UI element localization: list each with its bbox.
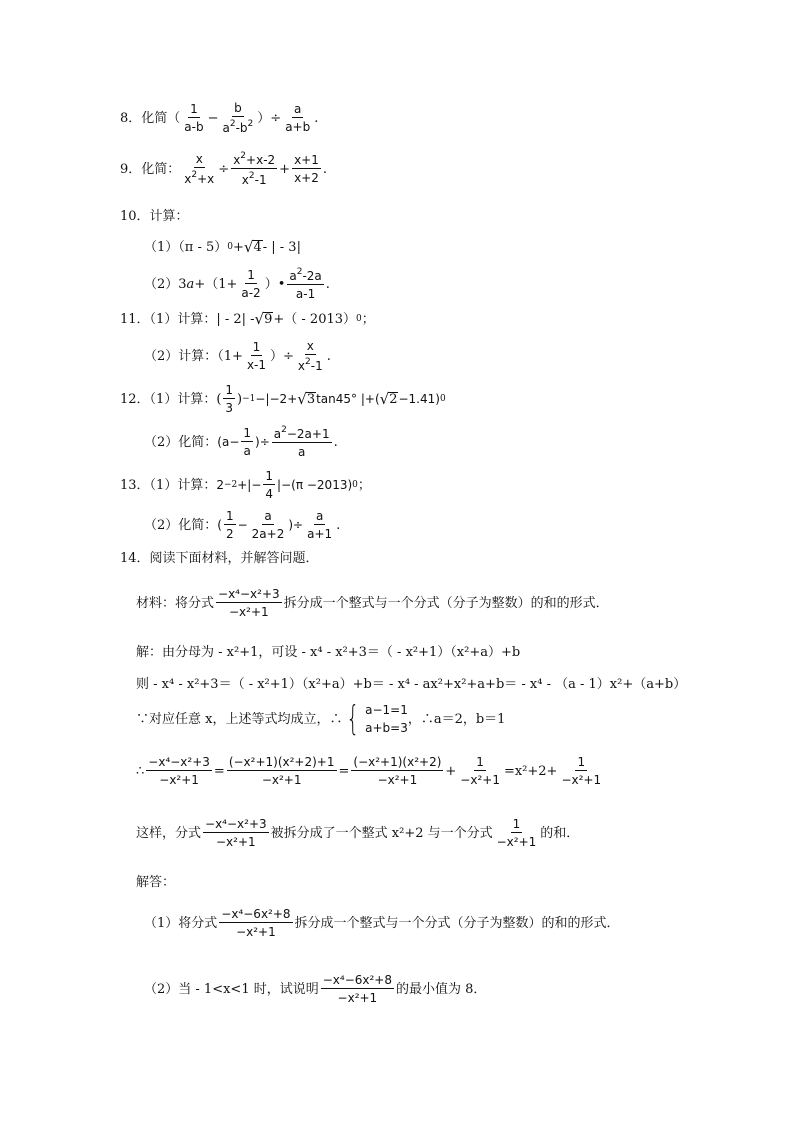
problem-10-part2: （2）3 a +（1+ $\frac{1}{a-2}$ ）• $a^2-2a$ a-1 . <box>144 267 330 301</box>
fraction: $a^2-2a$ a-1 <box>289 267 322 301</box>
problem-14-label: 14．阅读下面材料，并解答问题． <box>120 551 319 566</box>
problem-13-part2: （2）化简： ( 1 2 − $\frac{a}{2a+2}$ )÷ $\frac{a}{a+1}$ . <box>144 509 341 541</box>
question-2: （2）当 - 1<x<1 时，试说明 −x⁴−6x²+8 −x²+1 的最小值为 8． <box>144 973 487 1005</box>
question-1: （1）将分式 −x⁴−6x²+8 −x²+1 拆分成一个整式与一个分式（分子为整数）的和的形式． <box>144 907 620 939</box>
fraction: −x⁴−6x²+8 −x²+1 <box>221 907 291 939</box>
fraction: 1 3 <box>225 383 234 415</box>
fraction: $\frac{a}{a+b}$ <box>285 102 311 134</box>
fraction: $\frac{x}{x^2+x}$ <box>184 152 215 186</box>
solution-line-5: 这样，分式 −x⁴−x²+3 −x²+1 被拆分成了一个整式 x²+2 与一个分式 1 −x²+1 的和． <box>136 817 580 849</box>
fraction: 1 −x²+1 <box>496 817 537 849</box>
problem-10-label: 10．计算： <box>120 209 189 224</box>
material-line: 材料：将分式 −x⁴−x²+3 −x²+1 拆分成一个整式与一个分式（分子为整数）的和的形式． <box>136 587 609 619</box>
sqrt: √ 2 <box>379 389 398 408</box>
fraction: $\frac{x}{x^2-1}$ <box>297 339 323 373</box>
fraction: −x⁴−6x²+8 −x²+1 <box>322 973 392 1005</box>
fraction: $\frac{\text{(−x²+1)(x²+2)+1}}{\text{−x²+1}}$ <box>228 755 335 787</box>
fraction: $\frac{1}{\text{−x²+1}}$ <box>460 755 500 787</box>
solution-line-3: ∵对应任意 x，上述等式均成立，∴ { a−1=1 a+b=3 ，∴a＝2，b＝1 <box>136 699 506 739</box>
fraction: $\frac{1}{a-2}$ <box>241 268 261 300</box>
fraction: $\frac{a^2-2a+1}{a}$ <box>273 425 330 459</box>
problem-13-part1: 13．（1）计算： 2 −2 +|− $\frac{1}{4}$ |−(π −2013) 0 ； <box>120 469 371 501</box>
solution-line-1: 解：由分母为 - x²+1，可设 - x⁴ - x²+3＝（ - x²+1）（x²+a）+b <box>136 645 521 660</box>
fraction: $\frac{1}{x-1}$ <box>246 340 267 372</box>
sqrt: √ 4 <box>243 238 262 256</box>
problem-12-part2: （2）化简： (a− $\frac{1}{a}$ )÷ $\frac{a^2-2a+1}{a}$ . <box>144 425 338 459</box>
fraction: $\frac{1}{\text{−x²+1}}$ <box>561 755 602 787</box>
problem-12-part1: 12．（1）计算： ( 1 3 ) −1 −|−2+ √ 3 tan45° |+( √ 2 −1.41) 0 <box>120 383 446 415</box>
problem-9-label: 9．化简： <box>120 161 181 177</box>
sqrt: √ 3 <box>297 389 316 408</box>
fraction: 1 a-b <box>184 102 204 134</box>
problem-10-part1: （1）（π - 5） 0 + √ 4 - | - 3| <box>144 238 301 256</box>
problem-11-part1: 11．（1）计算：| - 2| - √ 9 +（ - 2013） 0 ； <box>120 310 375 328</box>
problem-8: 8．化简（ 1 a-b − $\frac{b}{a^2-b^2}$ ）÷ $\frac{a}{a+b}$ . <box>120 101 319 135</box>
fraction: $\frac{a}{2a+2}$ <box>251 509 285 541</box>
fraction: $\frac{b}{a^2-b^2}$ <box>222 101 254 135</box>
answer-label: 解答： <box>136 875 176 890</box>
fraction: $\frac{1}{a}$ <box>243 426 252 458</box>
equation-system: { a−1=1 a+b=3 <box>346 699 408 739</box>
problem-8-label: 8．化简（ <box>120 110 181 126</box>
sqrt: √ 9 <box>254 310 273 328</box>
fraction: $\frac{1}{4}$ <box>265 469 274 501</box>
fraction: −x⁴−x²+3 −x²+1 <box>218 587 280 619</box>
solution-line-2: 则 - x⁴ - x²+3＝（ - x²+1）（x²+a）+b＝ - x⁴ - ax²+x²+a+b＝ - x⁴ - （a - 1）x²+（a+b） <box>136 677 687 692</box>
solution-line-4: ∴ $\frac{\text{−x⁴−x²+3}}{\text{−x²+1}}$ = $\frac{\text{(−x²+1)(x²+2)+1}}{\text{−x²+1}}$ = $\frac{\text{(−x²+1)(x²+2)}}{\text{−x²+1}}$ + $\frac{1}{\text{−x²+1}}$ =x²+2+ $\frac{1}{\text{−x²+1}}$ <box>136 755 602 787</box>
fraction: −x⁴−x²+3 −x²+1 <box>205 817 267 849</box>
fraction: $\frac{x+1}{x+2}$ <box>294 153 319 185</box>
fraction: $\frac{x^2+x-2}{x^2-1}$ <box>233 151 276 187</box>
problem-9: 9．化简： $\frac{x}{x^2+x}$ ÷ $\frac{x^2+x-2}{x^2-1}$ + $\frac{x+1}{x+2}$ . <box>120 151 327 187</box>
fraction: $\frac{a}{a+1}$ <box>307 509 333 541</box>
fraction: $\frac{\text{(−x²+1)(x²+2)}}{\text{−x²+1}}$ <box>353 755 442 787</box>
fraction: 1 2 <box>225 509 234 541</box>
fraction: $\frac{\text{−x⁴−x²+3}}{\text{−x²+1}}$ <box>148 755 210 787</box>
problem-11-part2: （2）计算：（1+ $\frac{1}{x-1}$ ）÷ $\frac{x}{x^2-1}$ . <box>144 339 331 373</box>
